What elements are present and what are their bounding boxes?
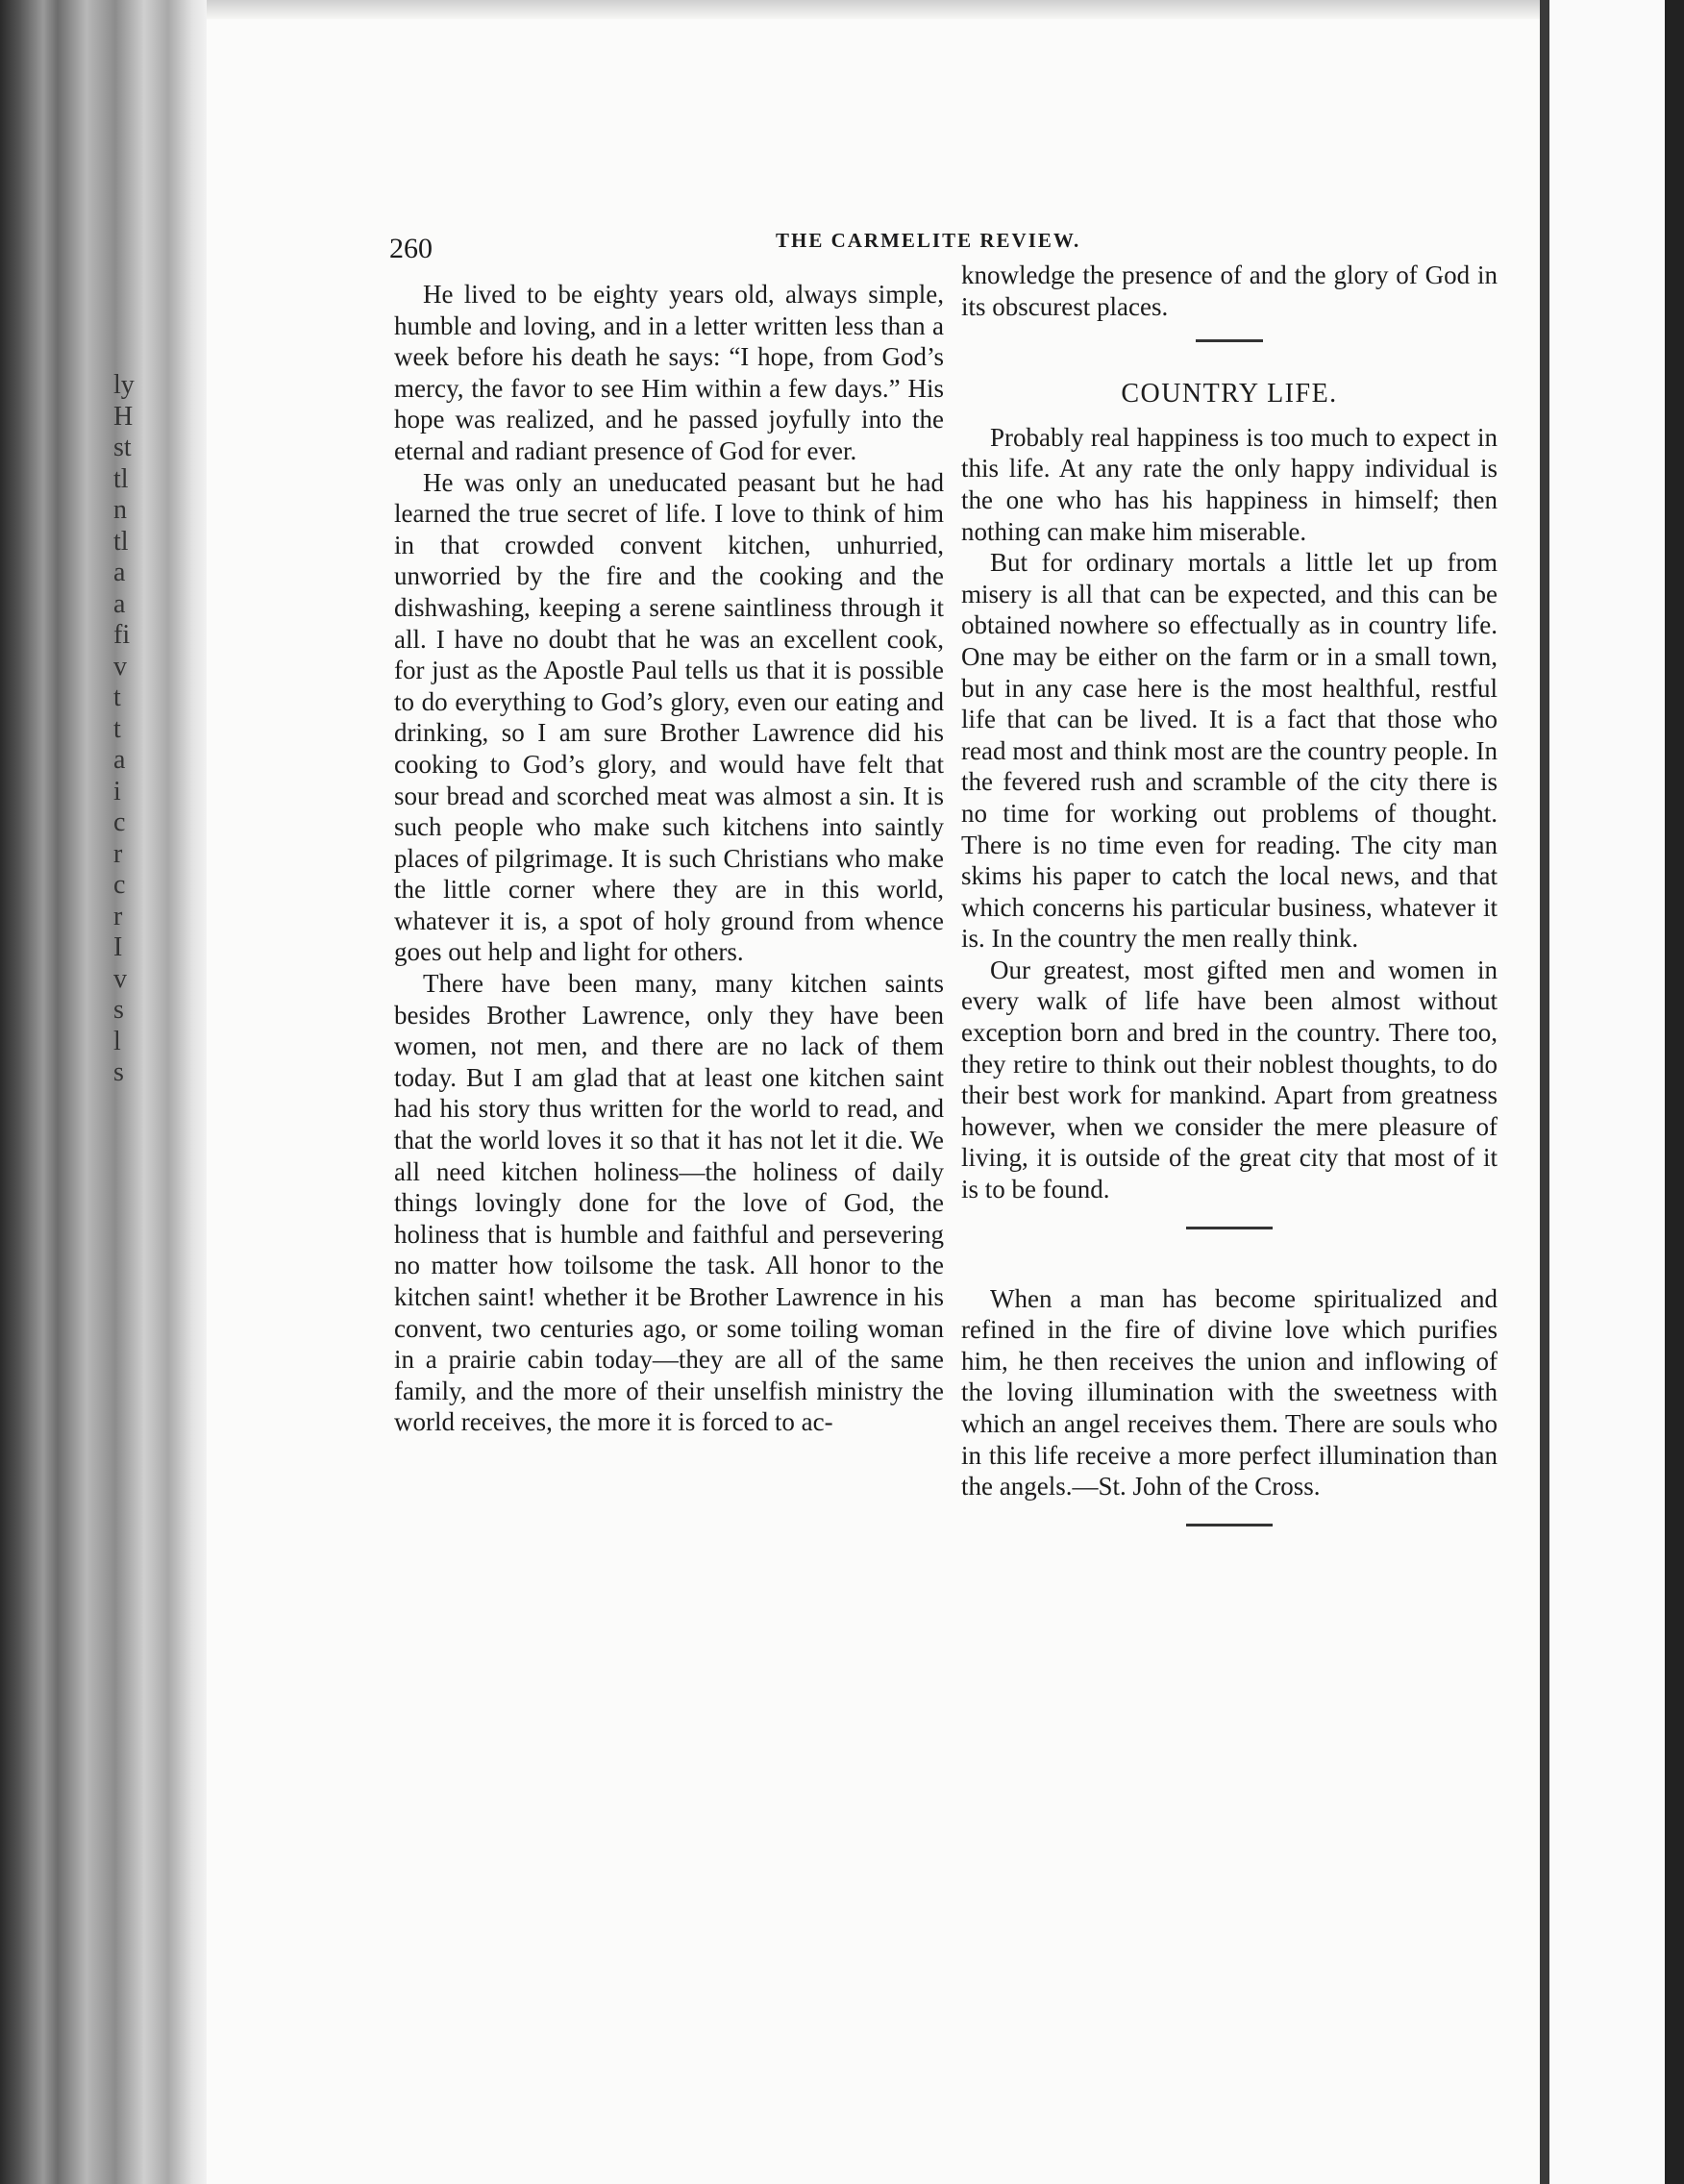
paragraph-continuation: knowledge the presence of and the glory of God in its obscurest places. (961, 261, 1498, 321)
paragraph: Our greatest, most gifted men and women in every walk of life have been almost without exception born and bred in the country. There too, they retire to think out their noblest thoughts, to do their best work for mankind. Apart from greatness however, when we consider the mere pleasure of living, it is outside of the great city that most of it is to be found. (961, 955, 1498, 1204)
article-heading: COUNTRY LIFE. (1121, 379, 1338, 410)
quote-text: When a man has become spiritualized and refined in the fire of divine love which purifies him, he then receives the union and inflowing of the loving illumination with the sweetness with which an angel receives them. There are souls who in this life receive a more perfect illumination than the angels.—St. John of the Cross. (961, 1283, 1498, 1502)
page-number: 260 (389, 233, 433, 264)
paragraph: There have been many, many kitchen saints besides Brother Lawrence, only they have been women, not men, and there are no lack of them today. But I am glad that at least one kitchen saint had his story thus written for the world to read, and that the world loves it so that it has not let it die. We all need kitchen holiness—the holiness of daily things lovingly done for the love of God, the holiness that is humble and faithful and persevering no matter how toilsome the task. All honor to the kitchen saint! whether it be Brother Lawrence in his convent, two centuries ago, or some toiling woman in a prairie cabin today—they are all of the same family, and the more of their unselfish ministry the world receives, the more it is forced to ac- (394, 969, 944, 1437)
paragraph: He was only an uneducated peasant but he had learned the true secret of life. I love to think of him in that crowded convent kitchen, unhurried, unworried by the fire and the cooking and the dishwashing, keeping a serene saintliness through it all. I have no doubt that he was an excellent cook, for just as the Apostle Paul tells us that it is possible to do everything to God’s glory, even our eating and drinking, so I am sure Brother Lawrence did his cooking to God’s glory, and would have felt that sour bread and scorched meat was almost a sin. It is such people who make such kitchens into saintly places of pilgrimage. It is such Christians who make the little corner where they are in this world, whatever it is, a spot of holy ground from whence goes out help and light for others. (394, 467, 944, 967)
facing-page-letter: tl (113, 526, 129, 557)
end-divider (1186, 1524, 1273, 1526)
section-divider (1196, 339, 1263, 342)
facing-page-letter: a (113, 745, 126, 775)
facing-page-letter: ly (113, 370, 135, 400)
facing-page-letter: a (113, 588, 126, 619)
facing-page-letter: I (113, 932, 123, 962)
paragraph: But for ordinary mortals a little let up from misery is all that can be expected, and this can be obtained nowhere so effectually as in country life. One may be either on the farm or in a small town, but in any case here is the most healthful, restful life that can be lived. It is a fact that those who read most and think most are the country people. In the fevered rush and scramble of the city there is no time for working out problems of thought. There is no time even for reading. The city man skims his paper to catch the local news, and that which concerns his particular business, whatever it is. In the country the men really think. (961, 548, 1498, 954)
facing-page-letter: v (113, 963, 127, 994)
facing-page-letter: i (113, 776, 121, 807)
right-column (961, 260, 1498, 1526)
paragraph: Probably real happiness is too much to expect in this life. At any rate the only happy individual is the one who has his happiness in himself; then nothing can make him miserable. (961, 422, 1498, 546)
journal-title: THE CARMELITE REVIEW. (776, 229, 1081, 252)
facing-page-letter: t (113, 713, 121, 744)
facing-page-letter: t (113, 682, 121, 712)
facing-page-letter: n (113, 495, 127, 525)
facing-page-letter: st (113, 433, 132, 462)
facing-page-letter: s (113, 995, 124, 1025)
facing-page-letter: r (113, 901, 123, 931)
quote-block (961, 1283, 1498, 1502)
facing-page-letter: tl (113, 463, 129, 494)
facing-page-letter: r (113, 838, 123, 869)
facing-page-letter: fi (113, 620, 131, 650)
facing-page-letter: a (113, 558, 126, 587)
facing-page-letter: c (113, 807, 126, 837)
paragraph: He lived to be eighty years old, always simple, humble and loving, and in a letter written less than a week before his death he says: “I hope, from God’s mercy, the favor to see Him within a few days.” His hope was realized, and he passed joyfully into the eternal and radiant presence of God for ever. (394, 280, 944, 465)
facing-page-letter: v (113, 651, 127, 682)
facing-page-letter: H (113, 401, 134, 432)
facing-page-letter: s (113, 1057, 124, 1087)
spacer (961, 1229, 1498, 1283)
facing-page-letter: c (113, 870, 126, 900)
left-column (394, 279, 944, 1438)
facing-page-letter: l (113, 1026, 121, 1056)
